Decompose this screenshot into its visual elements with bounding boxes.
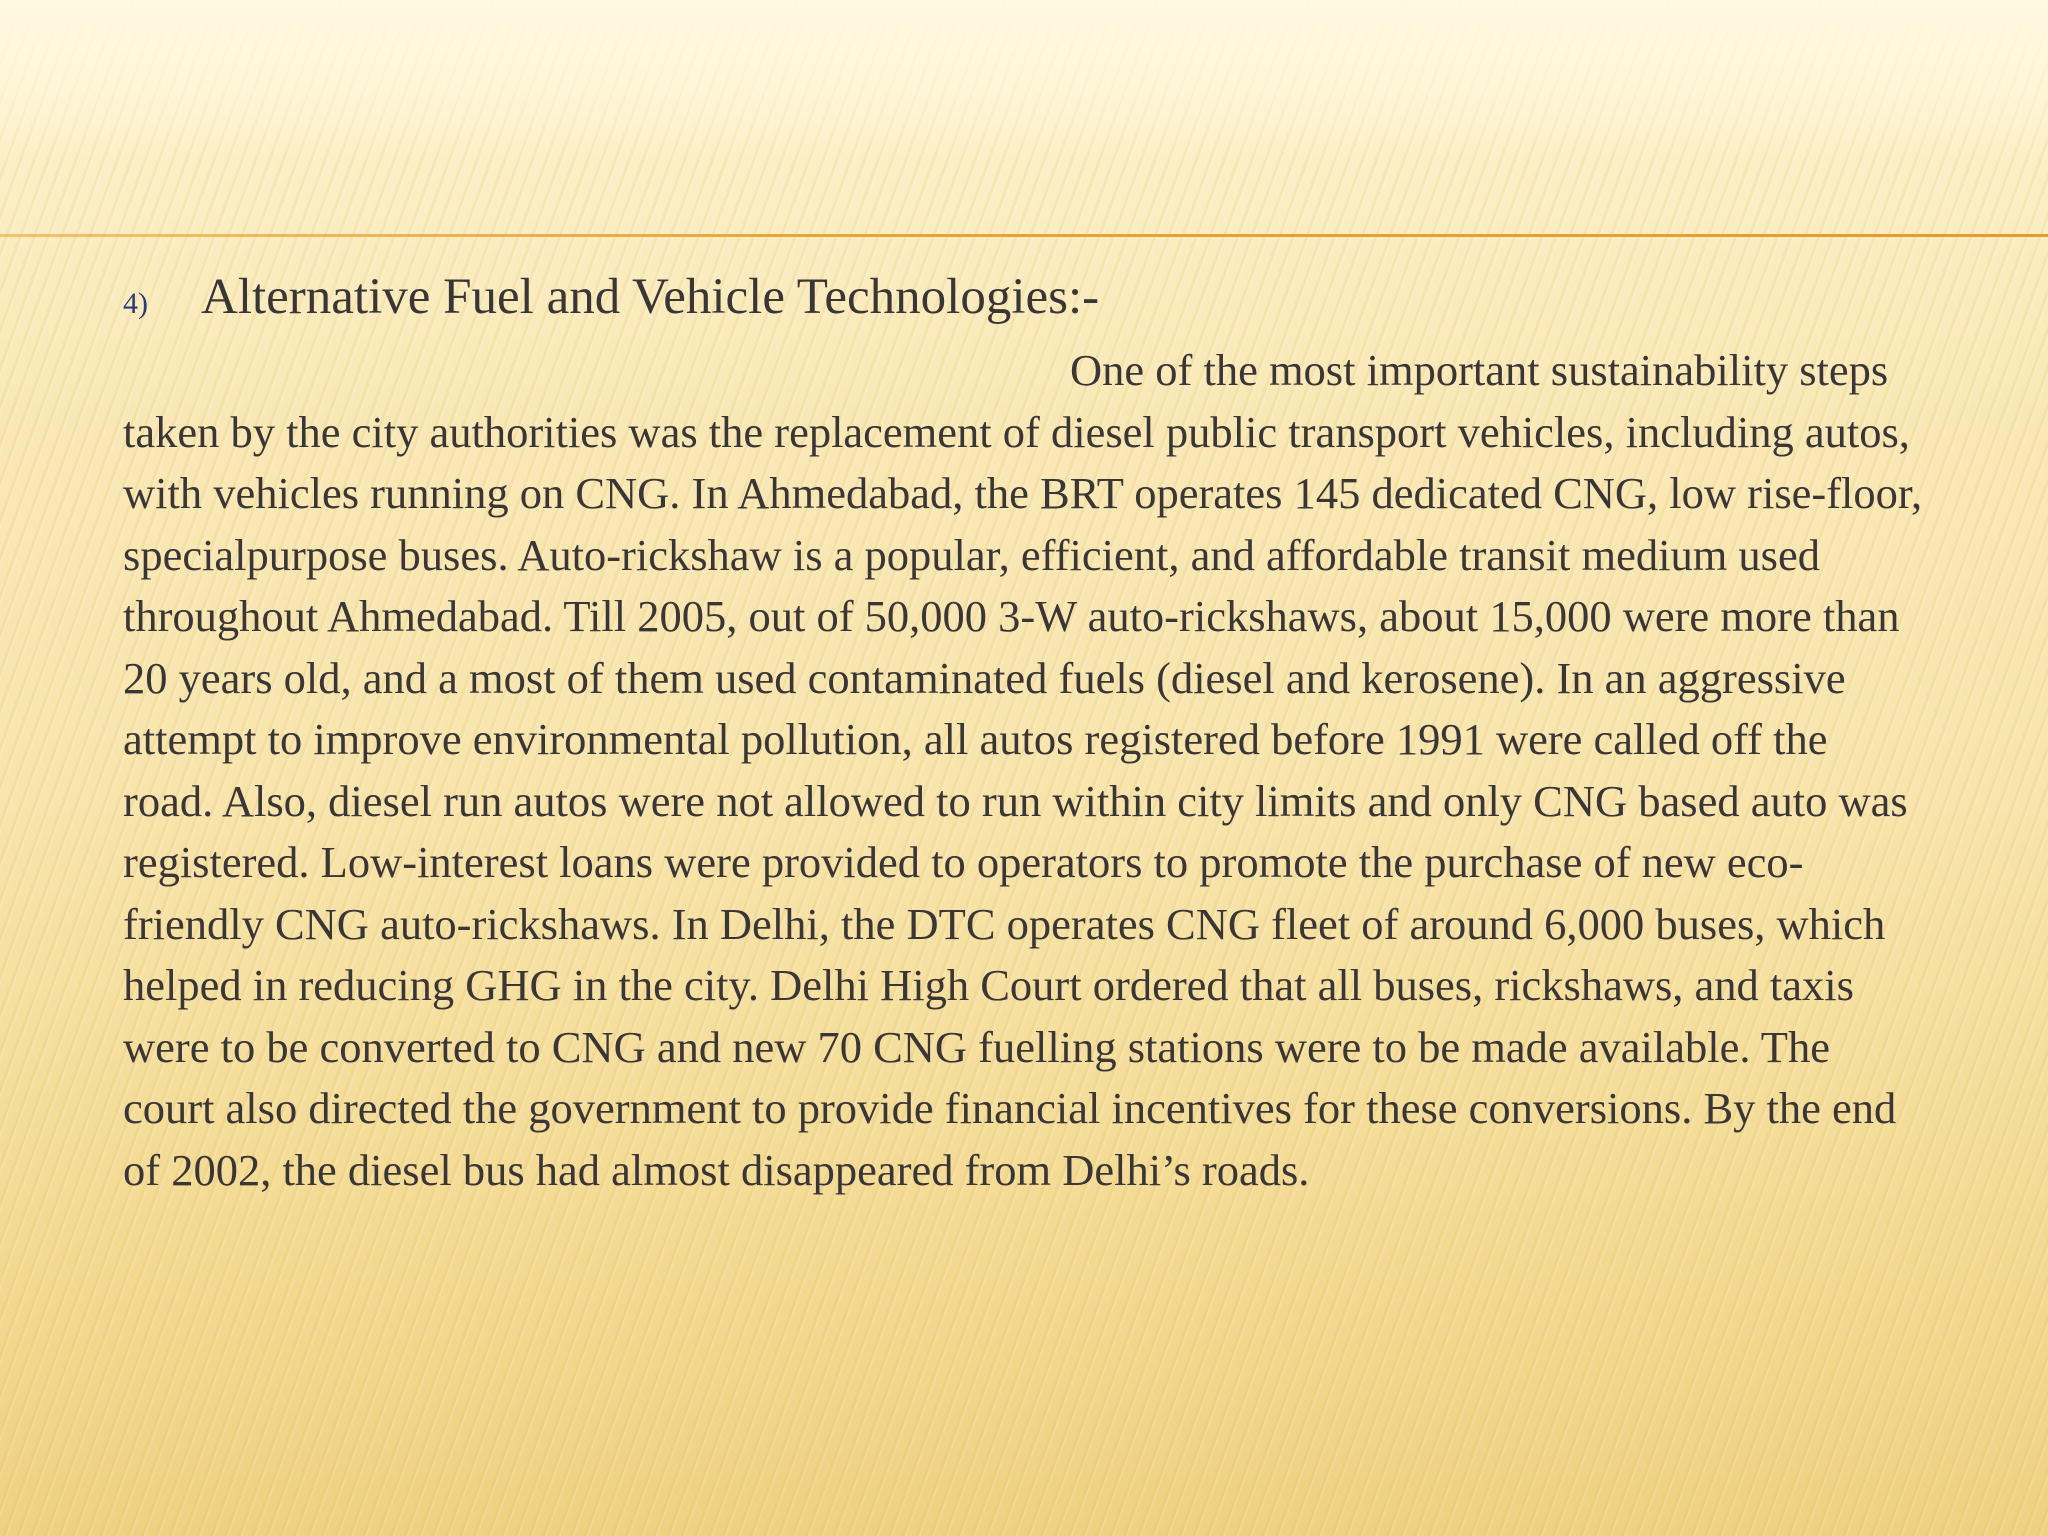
body-paragraph: One of the most important sustainability steps taken by the city authorities was the replacement of diesel public transport vehicles, including autos, with vehicles running on CNG. In Ahmedabad, the BRT operates 145 dedicated CNG, low rise-floor, specialpurpose buses. Auto-rickshaw is a popular, efficient, and affordable transit medium used throughout Ahmedabad. Till 2005, out of 50,000 3-W auto-rickshaws, about 15,000 were more than 20 years old, and a most of them used contaminated fuels (diesel and kerosene). In an aggressive attempt to improve environmental pollution, all autos registered before 1991 were called off the road. Also, diesel run autos were not allowed to run within city limits and only CNG based auto was registered. Low-interest loans were provided to operators to promote the purchase of new eco-friendly CNG auto-rickshaws. In Delhi, the DTC operates CNG fleet of around 6,000 buses, which helped in reducing GHG in the city. Delhi High Court ordered that all buses, rickshaws, and taxis were to be converted to CNG and new 70 CNG fuelling stations were to be made available. The court also directed the government to provide financial incentives for these conversions. By the end of 2002, the diesel bus had almost disappeared from Delhi’s roads. (123, 345, 1923, 1195)
title-divider-line (0, 234, 2048, 237)
section-heading: Alternative Fuel and Vehicle Technologies:- (201, 269, 1100, 325)
list-number: 4) (123, 287, 148, 320)
list-item-heading (123, 268, 1923, 326)
slide-content (123, 268, 1923, 1246)
background-top-fade (0, 0, 2048, 160)
